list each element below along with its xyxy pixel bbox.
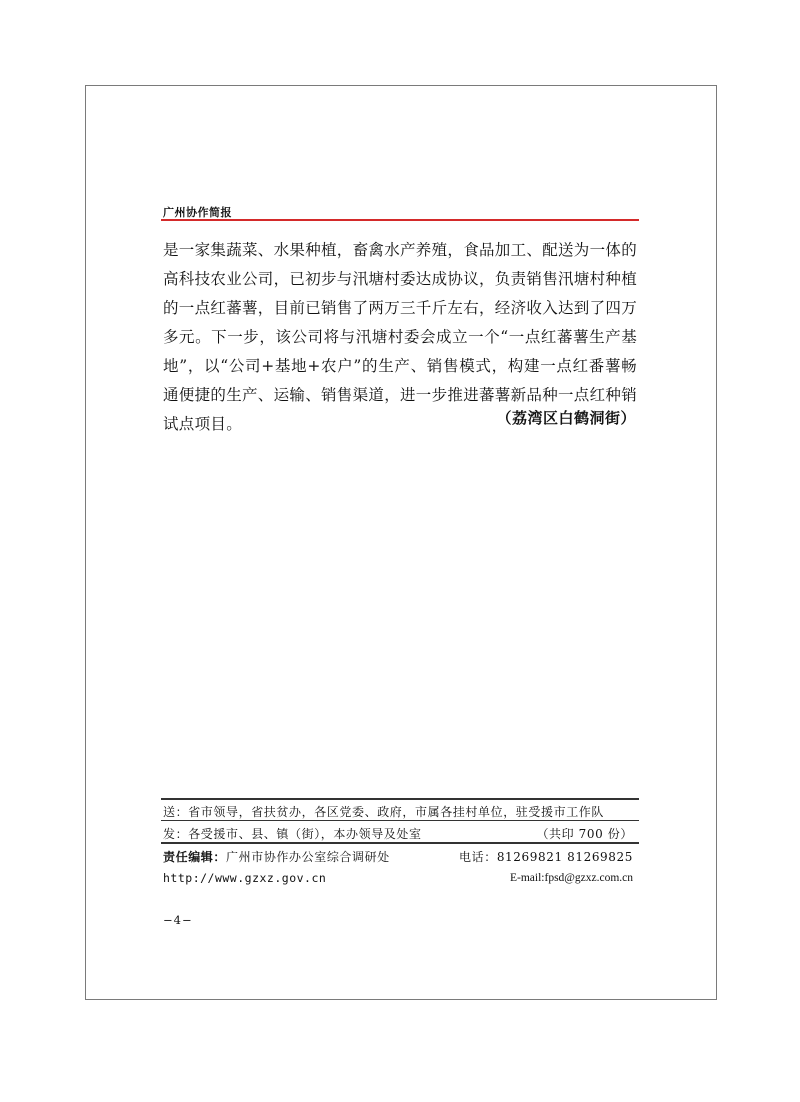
distribute-to-line: 发：各受援市、县、镇（街），本办领导及处室 — [163, 827, 422, 841]
phone-numbers: 电话：81269821 81269825 — [459, 850, 633, 864]
send-to-line: 送：省市领导，省扶贫办，各区党委、政府，市属各挂村单位，驻受援市工作队 — [163, 805, 605, 819]
editor-value: 广州市协作办公室综合调研处 — [226, 850, 390, 864]
page-number: −4− — [163, 913, 193, 927]
header-rule — [161, 219, 639, 221]
article-body: 是一家集蔬菜、水果种植，畜禽水产养殖，食品加工、配送为一体的高科技农业公司，已初步与汛塘村委达成协议，负责销售汛塘村种植的一点红蕃薯，目前已销售了两万三千斤左右，经济收入达到了四万多元。下一步，该公司将与汛塘村委会成立一个“一点红蕃薯生产基地”，以“公司+基地+农户”的生产、销售模式，构建一点红番薯畅通便捷的生产、运输、销售渠道，进一步推进蕃薯新品种一点红种销试点项目。 — [163, 241, 638, 433]
website-url: http://www.gzxz.gov.cn — [163, 871, 327, 885]
article-signature: （荔湾区白鹤洞街） — [496, 409, 636, 427]
print-count: （共印 700 份） — [536, 827, 633, 841]
footer-top-rule — [161, 798, 639, 800]
footer-bottom-rule — [161, 842, 639, 844]
bulletin-title: 广州协作简报 — [163, 206, 232, 219]
contact-email: E-mail:fpsd@gzxz.com.cn — [510, 872, 633, 884]
footer-mid-rule — [161, 820, 639, 821]
editor-label: 责任编辑： — [163, 850, 227, 864]
